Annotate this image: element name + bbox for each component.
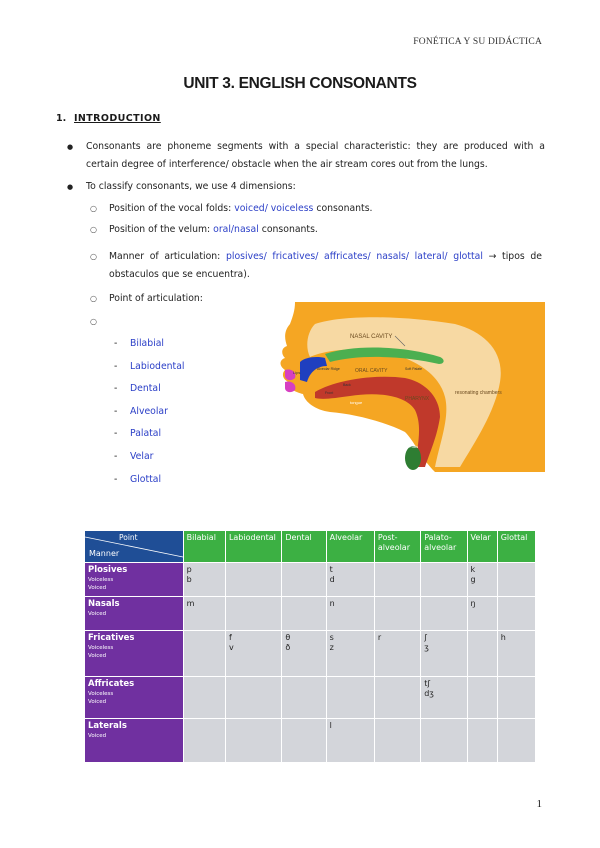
row-voicing-label: Voiceless	[88, 691, 114, 697]
row-header-laterals	[85, 719, 184, 763]
section-heading	[56, 113, 161, 124]
consonant-chart-table	[84, 530, 536, 763]
dimension-suffix: → tipos de obstaculos que se encuentra).	[109, 251, 543, 280]
row-manner-label: Nasals	[88, 599, 120, 609]
dimension-manner	[90, 248, 542, 284]
column-header: Alveolar	[326, 531, 374, 563]
table-cell	[183, 719, 225, 763]
column-header: Post-alveolar	[374, 531, 420, 563]
dimension-velum	[90, 221, 542, 239]
vocal-tract-diagram	[255, 302, 545, 472]
row-voicing-label: Voiced	[88, 699, 107, 705]
column-header: Bilabial	[183, 531, 225, 563]
circle-bullet-icon: ○	[90, 225, 97, 234]
table-cell: ŋ	[467, 597, 497, 631]
row-header-affricates	[85, 677, 184, 719]
bullet-dot-icon: ●	[67, 143, 74, 151]
table-header-row	[85, 531, 536, 563]
circle-bullet-icon: ○	[90, 294, 97, 303]
dimension-highlight: oral/nasal	[213, 224, 259, 235]
table-cell	[282, 563, 326, 597]
table-cell: θ ð	[282, 631, 326, 677]
page-number: 1	[536, 798, 542, 810]
table-cell	[282, 719, 326, 763]
column-header: Glottal	[497, 531, 535, 563]
table-cell	[225, 597, 281, 631]
column-header: Velar	[467, 531, 497, 563]
table-cell	[497, 719, 535, 763]
dimension-prefix: Position of the velum:	[109, 224, 214, 235]
circle-bullet-icon: ○	[90, 317, 97, 326]
table-cell: m	[183, 597, 225, 631]
table-row	[85, 631, 536, 677]
table-cell	[374, 677, 420, 719]
table-cell	[326, 677, 374, 719]
row-manner-label: Plosives	[88, 565, 128, 575]
column-header: Labiodental	[225, 531, 281, 563]
row-manner-label: Fricatives	[88, 633, 135, 643]
place-label: Alveolar	[130, 405, 168, 417]
label-tongue: tongue	[350, 400, 363, 405]
place-label: Velar	[130, 450, 154, 462]
dimension-highlight: plosives/ fricatives/ affricates/ nasals/ lateral/ glottal	[225, 251, 483, 262]
row-voicing-label: Voiced	[88, 611, 107, 617]
table-cell	[467, 719, 497, 763]
label-nasal-cavity: NASAL CAVITY	[350, 334, 393, 340]
dimension-vocal-folds	[90, 200, 542, 218]
row-manner-label: Affricates	[88, 679, 135, 689]
table-cell: h	[497, 631, 535, 677]
table-cell	[421, 597, 467, 631]
label-epiglottis: Epiglottis	[390, 437, 405, 441]
table-cell	[421, 563, 467, 597]
label-back: Back	[343, 383, 351, 387]
label-pharynx: PHARYNX	[405, 396, 430, 402]
dimension-prefix: Position of the vocal folds:	[109, 203, 235, 214]
page-title: UNIT 3. ENGLISH CONSONANTS	[183, 75, 417, 92]
table-cell	[497, 563, 535, 597]
dimension-highlight: voiced/ voiceless	[234, 203, 314, 214]
table-cell	[225, 719, 281, 763]
row-voicing-label: Voiced	[88, 653, 107, 659]
running-header: FONÉTICA Y SU DIDÁCTICA	[413, 37, 542, 47]
row-voicing-label: Voiceless	[88, 645, 114, 651]
label-front: Front	[325, 391, 334, 395]
dimension-text: Point of articulation:	[109, 293, 203, 304]
bullet-dot-icon: ●	[67, 183, 74, 191]
bullet-text: To classify consonants, we use 4 dimensions:	[86, 181, 296, 192]
section-label: INTRODUCTION	[74, 113, 161, 124]
bullet-four-dimensions	[67, 178, 545, 196]
table-cell: l	[326, 719, 374, 763]
table-cell: r	[374, 631, 420, 677]
place-label: Bilabial	[130, 338, 165, 349]
label-oral-cavity: ORAL CAVITY	[355, 368, 388, 374]
label-lips: Lips	[293, 370, 301, 375]
table-cell	[497, 677, 535, 719]
label-soft-palate: Soft Palate	[405, 367, 423, 371]
label-resonating: resonating chambers	[455, 390, 502, 396]
corner-point-label: Point	[119, 533, 138, 542]
label-alveolar-ridge: Alveolar Ridge	[317, 367, 340, 371]
circle-bullet-icon: ○	[90, 204, 97, 213]
place-label: Dental	[130, 383, 161, 395]
table-cell	[282, 597, 326, 631]
table-row	[85, 597, 536, 631]
place-label: Glottal	[130, 473, 162, 485]
place-label: Labiodental	[130, 360, 185, 372]
table-cell	[374, 597, 420, 631]
table-cell: tʃ dʒ	[421, 677, 467, 719]
place-label: Palatal	[130, 428, 162, 440]
table-cell: p b	[183, 563, 225, 597]
table-cell	[467, 677, 497, 719]
row-voicing-label: Voiced	[88, 733, 107, 739]
table-cell	[225, 677, 281, 719]
label-vocal-folds: Vocal Folds	[400, 445, 419, 449]
column-header: Palato-alveolar	[421, 531, 467, 563]
table-row	[85, 719, 536, 763]
row-voicing-label: Voiced	[88, 585, 107, 591]
table-cell: n	[326, 597, 374, 631]
row-header-nasals	[85, 597, 184, 631]
table-cell: f v	[225, 631, 281, 677]
table-cell: ʃ ʒ	[421, 631, 467, 677]
dimension-suffix: consonants.	[258, 224, 318, 235]
table-cell	[421, 719, 467, 763]
table-cell	[467, 631, 497, 677]
table-cell	[374, 719, 420, 763]
section-number: 1.	[56, 113, 67, 124]
row-manner-label: Laterals	[88, 721, 127, 731]
column-header: Dental	[282, 531, 326, 563]
table-cell	[374, 563, 420, 597]
table-cell	[225, 563, 281, 597]
table-cell	[282, 677, 326, 719]
dimension-suffix: consonants.	[313, 203, 373, 214]
table-cell	[183, 677, 225, 719]
table-cell: t d	[326, 563, 374, 597]
table-cell: s z	[326, 631, 374, 677]
table-cell	[497, 597, 535, 631]
row-header-plosives	[85, 563, 184, 597]
circle-bullet-icon: ○	[90, 252, 97, 261]
bullet-text: Consonants are phoneme segments with a special characteristic: they are produced with a certain degree of interference/ obstacle when the air stream cores out from the lungs.	[86, 141, 545, 170]
table-cell: k g	[467, 563, 497, 597]
bullet-consonants-definition	[67, 138, 545, 174]
row-header-fricatives	[85, 631, 184, 677]
row-voicing-label: Voiceless	[88, 577, 114, 583]
vocal-folds-shape	[405, 446, 421, 470]
dimension-prefix: Manner of articulation:	[109, 251, 226, 262]
table-row	[85, 563, 536, 597]
table-row	[85, 677, 536, 719]
tongue-shape	[315, 377, 440, 467]
corner-manner-label: Manner	[89, 549, 120, 558]
table-corner-cell	[85, 531, 184, 563]
table-cell	[183, 631, 225, 677]
